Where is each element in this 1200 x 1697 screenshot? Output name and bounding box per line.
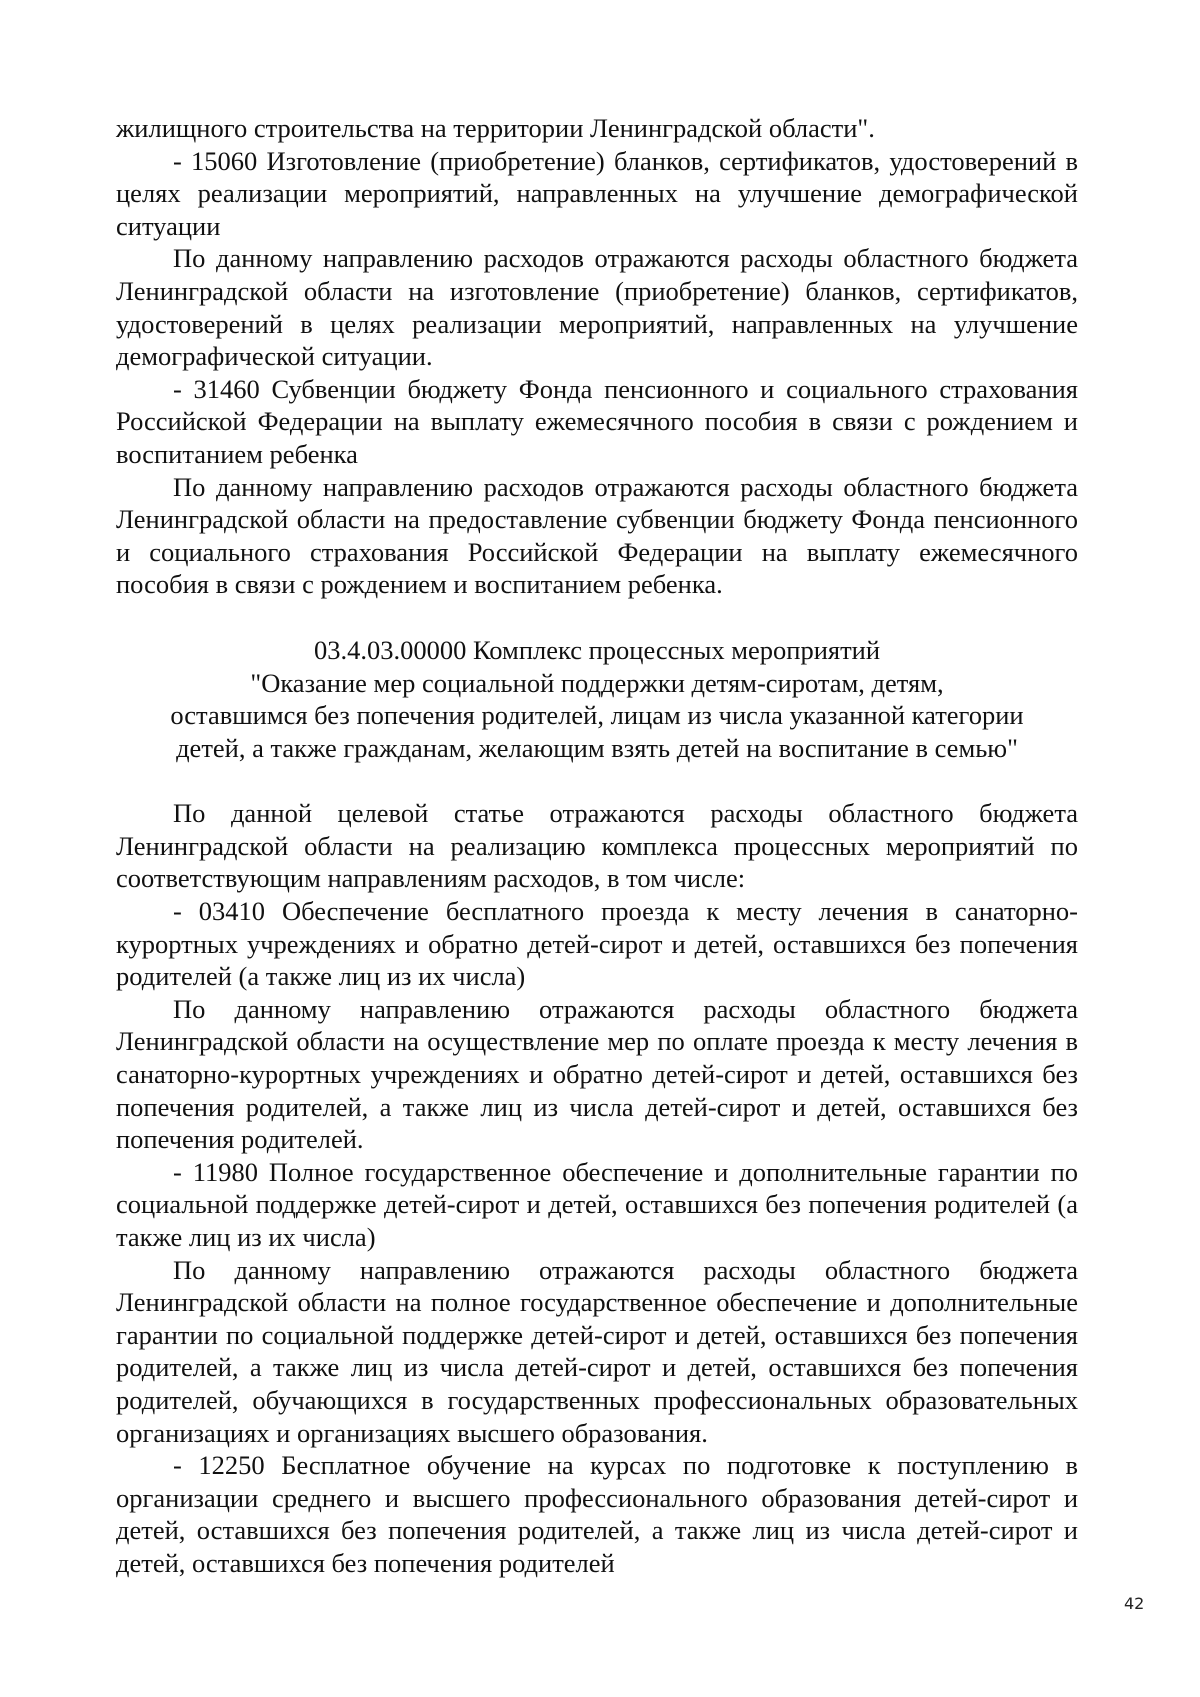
section-heading-line: 03.4.03.00000 Комплекс процессных мероприятий [313, 634, 881, 665]
page-number: 42 [1124, 1594, 1145, 1613]
paragraph-description-03410: По данному направлению отражаются расходы областного бюджета Ленинградской области на осуществление мер по оплате проезда к месту лечения в санаторно-курортных учреждениях и обратно детей-сирот и детей, оставшихся без попечения родителей, а также лиц из числа детей-сирот и детей, оставшихся без попечения родителей. [116, 993, 1078, 1155]
paragraph-description-11980: По данному направлению отражаются расходы областного бюджета Ленинградской области на полное государственное обеспечение и дополнительные гарантии по социальной поддержке детей-сирот и детей, оставшихся без попечения родителей, а также лиц из числа детей-сирот и детей, оставшихся без попечения родителей, обучающихся в государственных профессиональных образовательных организациях и организациях высшего образования. [116, 1254, 1078, 1448]
section-heading-line: оставшимся без попечения родителей, лицам из числа указанной категории [170, 700, 1024, 731]
paragraph-description-15060: По данному направлению расходов отражаются расходы областного бюджета Ленинградской области на изготовление (приобретение) бланков, сертификатов, удостоверений в целях реализации мероприятий, направленных на улучшение демографической ситуации. [116, 243, 1078, 372]
section-heading [116, 634, 1078, 764]
paragraph-target-article: По данной целевой статье отражаются расходы областного бюджета Ленинградской области на реализацию комплекса процессных мероприятий по соответствующим направлениям расходов, в том числе: [116, 798, 1078, 894]
paragraph-item-31460: - 31460 Субвенции бюджету Фонда пенсионного и социального страхования Российской Федерации на выплату ежемесячного пособия в связи с рождением и воспитанием ребенка [116, 373, 1078, 469]
section-heading-line: "Оказание мер социальной поддержки детям-сиротам, детям, [250, 667, 944, 698]
paragraph-item-11980: - 11980 Полное государственное обеспечение и дополнительные гарантии по социальной поддержке детей-сирот и детей, оставшихся без попечения родителей (а также лиц из их числа) [116, 1156, 1078, 1252]
section-heading-line: детей, а также гражданам, желающим взять детей на воспитание в семью" [176, 732, 1018, 763]
paragraph-item-12250: - 12250 Бесплатное обучение на курсах по подготовке к поступлению в организации среднего и высшего профессионального образования детей-сирот и детей, оставшихся без попечения родителей, а также лиц из числа детей-сирот и детей, оставшихся без попечения родителей [116, 1450, 1078, 1578]
document-body [116, 112, 1078, 1580]
paragraph-item-15060: - 15060 Изготовление (приобретение) бланков, сертификатов, удостоверений в целях реализации мероприятий, направленных на улучшение демографической ситуации [116, 145, 1078, 241]
paragraph-description-31460: По данному направлению расходов отражаются расходы областного бюджета Ленинградской области на предоставление субвенции бюджету Фонда пенсионного и социального страхования Российской Федерации на выплату ежемесячного пособия в связи с рождением и воспитанием ребенка. [116, 471, 1078, 600]
paragraph-item-03410: - 03410 Обеспечение бесплатного проезда к месту лечения в санаторно-курортных учреждениях и обратно детей-сирот и детей, оставшихся без попечения родителей (а также лиц из их числа) [116, 896, 1078, 992]
paragraph-continuation: жилищного строительства на территории Ленинградской области". [116, 113, 875, 143]
